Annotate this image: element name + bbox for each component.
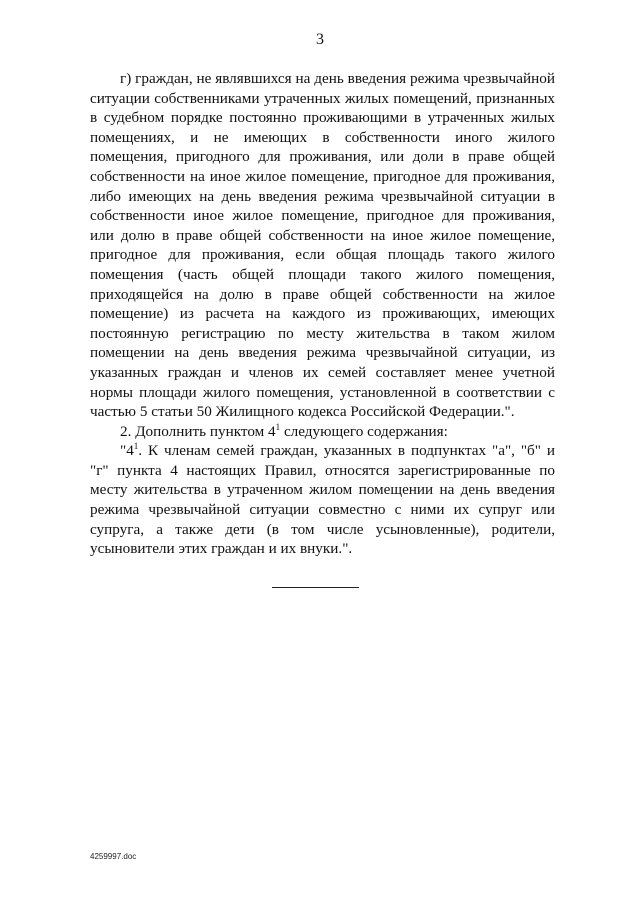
paragraph-new-point bbox=[90, 441, 555, 559]
new-point-text: . К членам семей граждан, указанных в подпунктах "а", "б" и "г" пункта 4 настоящих Правил, относятся зарегистрированные по месту жительства в утраченном жилом помещении на день введения режима чрезвычайной ситуации совместно с ними их супруг или супруга, а также дети (в том числе усыновленные), родители, усыновители этих граждан и их внуки.". bbox=[90, 442, 555, 558]
new-point-superscript: 1 bbox=[133, 441, 139, 452]
paragraph-item-g: г) граждан, не являвшихся на день введения режима чрезвычайной ситуации собственниками утраченных жилых помещений, признанных в судебном порядке постоянно проживающими в утраченных жилых помещениях, и не имеющих в собственности иного жилого помещения, пригодного для проживания, или доли в праве общей собственности на иное жилое помещение, пригодное для проживания, либо имеющих на день введения режима чрезвычайной ситуации в собственности иное жилое помещение, пригодное для проживания, или долю в праве общей собственности на иное жилое помещение, пригодное для проживания, если общая площадь такого жилого помещения (часть общей площади такого жилого помещения, приходящейся на долю в праве общей собственности на жилое помещение) из расчета на каждого из проживающих, имеющих постоянную регистрацию по месту жительства в таком жилом помещении на день введения режима чрезвычайной ситуации, из указанных граждан и членов их семей составляет менее учетной нормы площади жилого помещения, установленной в соответствии с частью 5 статьи 50 Жилищного кодекса Российской Федерации.". bbox=[90, 70, 555, 421]
document-body bbox=[90, 69, 555, 559]
paragraph-item-2 bbox=[90, 422, 555, 442]
end-separator-line bbox=[272, 587, 359, 588]
new-point-prefix: "4 bbox=[120, 442, 134, 460]
item-2-suffix: следующего содержания: bbox=[280, 422, 448, 440]
footer-doc-name: 4259997.doc bbox=[90, 852, 137, 861]
page-number: 3 bbox=[316, 31, 324, 48]
item-2-superscript: 1 bbox=[275, 421, 281, 432]
item-2-prefix: 2. Дополнить пунктом 4 bbox=[120, 422, 276, 440]
